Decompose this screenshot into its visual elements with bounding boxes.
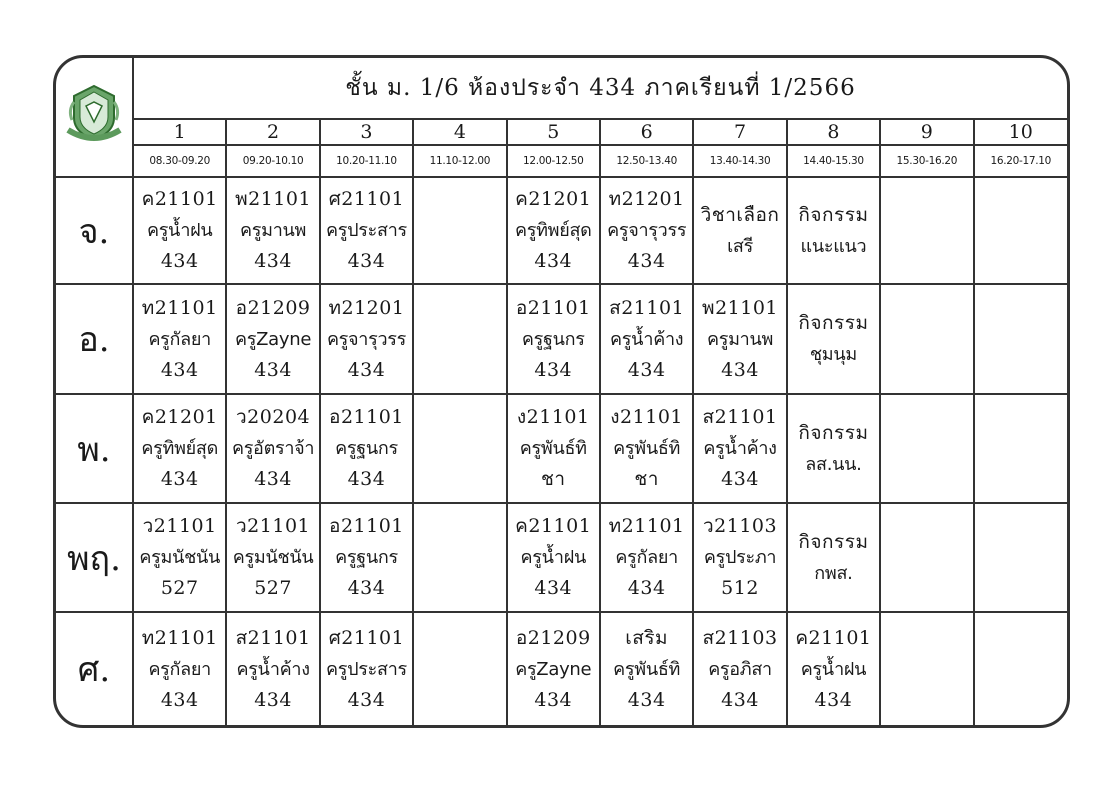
- class-slot: [226, 503, 319, 612]
- period-number: 8: [787, 119, 880, 145]
- empty-slot: [974, 177, 1067, 284]
- period-number: 10: [974, 119, 1067, 145]
- room-number: 434: [254, 468, 292, 490]
- teacher-name: ครูฐนกร: [521, 328, 585, 350]
- class-slot: [507, 612, 600, 725]
- class-slot: [507, 503, 600, 612]
- subject-code: อ21101: [329, 515, 404, 537]
- room-number: 434: [814, 688, 853, 711]
- empty-slot: [974, 394, 1067, 503]
- day-row: [56, 394, 1067, 503]
- class-slot: [320, 284, 413, 394]
- room-number: 434: [534, 358, 573, 381]
- teacher-name: ครูประสาร: [326, 658, 407, 680]
- teacher-name: ครูกัลยา: [148, 328, 211, 350]
- subject-code: ว20204: [236, 406, 311, 428]
- class-slot: [693, 177, 786, 284]
- teacher-name: ครูจารุวรร: [326, 328, 407, 350]
- class-slot: [787, 503, 880, 612]
- room-number: 434: [534, 577, 573, 599]
- subject-code: ง21101: [516, 406, 590, 428]
- subject-code: ค21101: [515, 515, 592, 537]
- teacher-name: ครูกัลยา: [615, 547, 678, 568]
- teacher-name: ครูฐนกร: [335, 547, 398, 568]
- school-logo: [56, 58, 133, 177]
- teacher-name: ลส.นน.: [805, 453, 862, 475]
- subject-code: กิจกรรม: [798, 421, 869, 444]
- teacher-name: ครูน้ำค้าง: [610, 328, 684, 350]
- empty-slot: [974, 284, 1067, 394]
- timetable-grid: [56, 58, 1067, 725]
- period-number: 6: [600, 119, 693, 145]
- class-slot: [693, 612, 786, 725]
- subject-code: วิชาเลือก: [700, 203, 780, 226]
- subject-code: ส21101: [235, 626, 311, 649]
- room-number: ชา: [634, 468, 659, 490]
- room-number: 434: [160, 688, 199, 711]
- period-time: 08.30-09.20: [133, 145, 226, 177]
- room-number: 434: [254, 358, 292, 381]
- subject-code: ท21101: [141, 626, 218, 649]
- empty-slot: [413, 394, 506, 503]
- empty-slot: [413, 503, 506, 612]
- class-slot: [787, 612, 880, 725]
- teacher-name: ชุมนุม: [809, 344, 857, 365]
- teacher-name: ครูฐนกร: [335, 438, 398, 459]
- class-slot: [226, 612, 319, 725]
- class-slot: [693, 394, 786, 503]
- subject-code: อ21101: [329, 406, 404, 428]
- period-number: 1: [133, 119, 226, 145]
- day-row: [56, 284, 1067, 394]
- subject-code: อ21209: [235, 296, 311, 319]
- period-time: 12.50-13.40: [600, 145, 693, 177]
- class-slot: [320, 394, 413, 503]
- room-number: 434: [347, 577, 386, 599]
- period-time: 09.20-10.10: [226, 145, 319, 177]
- day-label: พ.: [56, 394, 133, 503]
- room-number: 434: [721, 468, 759, 490]
- room-number: 434: [160, 358, 199, 381]
- subject-code: ส21103: [702, 626, 778, 649]
- teacher-name: ครูน้ำฝน: [800, 658, 867, 680]
- subject-code: ค21201: [141, 406, 218, 428]
- class-slot: [507, 284, 600, 394]
- class-slot: [133, 284, 226, 394]
- teacher-name: แนะแนว: [800, 235, 867, 257]
- class-slot: [320, 503, 413, 612]
- period-number: 5: [507, 119, 600, 145]
- school-emblem-icon: [64, 80, 124, 150]
- class-slot: [320, 177, 413, 284]
- class-slot: [787, 284, 880, 394]
- teacher-name: ครูน้ำฝน: [146, 220, 213, 241]
- room-number: 434: [347, 250, 386, 272]
- teacher-name: ครูทิพย์สุด: [514, 220, 592, 241]
- room-number: 527: [254, 577, 292, 599]
- page-title: ชั้น ม. 1/6 ห้องประจำ 434 ภาคเรียนที่ 1/2566: [133, 58, 1067, 119]
- room-number: 527: [160, 577, 199, 599]
- teacher-name: ครูZayne: [235, 328, 312, 350]
- empty-slot: [880, 177, 973, 284]
- class-slot: [507, 394, 600, 503]
- subject-code: กิจกรรม: [798, 203, 869, 226]
- class-slot: [226, 284, 319, 394]
- empty-slot: [413, 284, 506, 394]
- empty-slot: [974, 503, 1067, 612]
- class-slot: [787, 394, 880, 503]
- period-time: 16.20-17.10: [974, 145, 1067, 177]
- teacher-name: ครูกัลยา: [148, 658, 211, 680]
- period-number: 7: [693, 119, 786, 145]
- subject-code: ง21101: [610, 406, 684, 428]
- period-time: 13.40-14.30: [693, 145, 786, 177]
- room-number: 434: [721, 688, 759, 711]
- timetable-frame: [53, 55, 1070, 728]
- class-slot: [600, 503, 693, 612]
- room-number: ชา: [540, 468, 566, 490]
- teacher-name: ครูพันธ์ทิ: [519, 438, 587, 459]
- room-number: 512: [721, 577, 759, 599]
- empty-slot: [413, 177, 506, 284]
- room-number: 434: [534, 250, 573, 272]
- period-number: 3: [320, 119, 413, 145]
- subject-code: ท21101: [141, 296, 218, 319]
- period-time: 10.20-11.10: [320, 145, 413, 177]
- teacher-name: ครูอภิสา: [708, 658, 772, 680]
- empty-slot: [880, 612, 973, 725]
- teacher-name: ครูจารุวรร: [607, 220, 687, 241]
- day-label: ศ.: [56, 612, 133, 725]
- teacher-name: ครูมานพ: [707, 328, 774, 350]
- teacher-name: ครูพันธ์ทิ: [613, 658, 681, 680]
- subject-code: เสริม: [625, 626, 669, 649]
- teacher-name: ครูพันธ์ทิ: [613, 438, 681, 459]
- teacher-name: ครูอัตราจ้า: [231, 438, 315, 459]
- room-number: 434: [627, 250, 666, 272]
- class-slot: [787, 177, 880, 284]
- subject-code: ค21101: [141, 188, 218, 210]
- class-slot: [320, 612, 413, 725]
- day-label: จ.: [56, 177, 133, 284]
- room-number: 434: [347, 358, 386, 381]
- subject-code: ศ21101: [328, 188, 405, 210]
- class-slot: [133, 394, 226, 503]
- room-number: 434: [627, 577, 666, 599]
- teacher-name: ครูประสาร: [326, 220, 407, 241]
- teacher-name: ครูZayne: [515, 658, 592, 680]
- teacher-name: ครูทิพย์สุด: [141, 438, 218, 459]
- class-slot: [600, 394, 693, 503]
- teacher-name: ครูประภา: [703, 547, 777, 568]
- subject-code: ว21103: [702, 515, 778, 537]
- teacher-name: ครูมานพ: [240, 220, 307, 241]
- period-number: 4: [413, 119, 506, 145]
- day-row: [56, 612, 1067, 725]
- day-label: พฤ.: [56, 503, 133, 612]
- teacher-name: ครูน้ำค้าง: [236, 658, 310, 680]
- day-row: [56, 503, 1067, 612]
- teacher-name: ครูน้ำฝน: [520, 547, 586, 568]
- class-slot: [600, 612, 693, 725]
- subject-code: อ21209: [515, 626, 591, 649]
- subject-code: กิจกรรม: [798, 312, 869, 334]
- class-slot: [600, 284, 693, 394]
- subject-code: ค21201: [515, 188, 592, 210]
- empty-slot: [880, 394, 973, 503]
- day-label: อ.: [56, 284, 133, 394]
- room-number: 434: [627, 358, 666, 381]
- class-slot: [226, 177, 319, 284]
- subject-code: ค21101: [795, 626, 872, 649]
- room-number: 434: [160, 468, 199, 490]
- room-number: 434: [347, 468, 386, 490]
- day-row: [56, 177, 1067, 284]
- subject-code: ท21201: [328, 296, 405, 319]
- subject-code: ว21101: [142, 515, 217, 537]
- room-number: 434: [254, 688, 292, 711]
- subject-code: ท21101: [608, 515, 685, 537]
- teacher-name: เสรี: [727, 235, 753, 257]
- room-number: 434: [721, 358, 759, 381]
- room-number: 434: [254, 250, 292, 272]
- subject-code: พ21101: [702, 296, 779, 319]
- period-time: 15.30-16.20: [880, 145, 973, 177]
- subject-code: ศ21101: [328, 626, 405, 649]
- subject-code: อ21101: [515, 296, 591, 319]
- teacher-name: กพส.: [814, 562, 853, 584]
- empty-slot: [880, 503, 973, 612]
- period-time: 14.40-15.30: [787, 145, 880, 177]
- period-number: 2: [226, 119, 319, 145]
- room-number: 434: [627, 688, 666, 711]
- class-slot: [226, 394, 319, 503]
- empty-slot: [880, 284, 973, 394]
- class-slot: [133, 503, 226, 612]
- class-slot: [693, 284, 786, 394]
- period-number: 9: [880, 119, 973, 145]
- class-slot: [507, 177, 600, 284]
- empty-slot: [413, 612, 506, 725]
- period-time: 11.10-12.00: [413, 145, 506, 177]
- class-slot: [693, 503, 786, 612]
- subject-code: ว21101: [236, 515, 311, 537]
- period-time: 12.00-12.50: [507, 145, 600, 177]
- subject-code: ส21101: [609, 296, 685, 319]
- class-slot: [133, 177, 226, 284]
- teacher-name: ครูมนัชนัน: [232, 547, 314, 568]
- room-number: 434: [347, 688, 386, 711]
- empty-slot: [974, 612, 1067, 725]
- class-slot: [133, 612, 226, 725]
- subject-code: ส21101: [702, 406, 778, 428]
- room-number: 434: [160, 250, 199, 272]
- subject-code: พ21101: [235, 188, 312, 210]
- subject-code: กิจกรรม: [798, 530, 869, 553]
- teacher-name: ครูมนัชนัน: [139, 547, 220, 568]
- room-number: 434: [534, 688, 573, 711]
- subject-code: ท21201: [608, 188, 685, 210]
- teacher-name: ครูน้ำค้าง: [703, 438, 777, 459]
- class-slot: [600, 177, 693, 284]
